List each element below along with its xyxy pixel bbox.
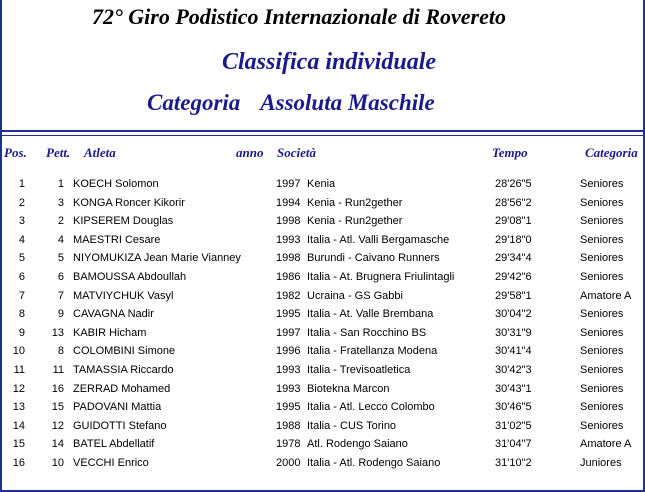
cell-time: 31'04"7	[495, 438, 532, 451]
table-row	[0, 215, 645, 233]
cell-category: Seniores	[580, 401, 624, 414]
cell-year: 1998	[276, 252, 301, 265]
column-header-pett: Pett.	[46, 145, 71, 160]
cell-athlete: PADOVANI Mattia	[73, 401, 162, 414]
cell-pett: 13	[51, 326, 64, 339]
page-subtitle: Classifica individuale	[222, 49, 437, 75]
cell-pos: 16	[12, 457, 25, 469]
cell-club: Italia - Atl. Lecco Colombo	[307, 401, 435, 414]
cell-athlete: BATEL Abdellatif	[73, 438, 155, 451]
cell-club: Italia - At. Valle Brembana	[307, 308, 434, 321]
cell-club: Italia - CUS Torino	[307, 419, 397, 432]
cell-pett: 7	[57, 289, 64, 302]
cell-time: 29'18"0	[495, 233, 532, 246]
cell-category: Seniores	[580, 364, 624, 376]
cell-year: 1986	[276, 271, 301, 283]
table-row	[0, 271, 645, 289]
cell-category: Amatore A	[580, 289, 632, 302]
column-header-club: Società	[277, 145, 316, 160]
cell-athlete: MAESTRI Cesare	[73, 233, 161, 246]
column-header-year: anno	[236, 145, 264, 160]
header-rule-top	[0, 130, 645, 132]
cell-year: 1997	[276, 326, 301, 339]
cell-time: 29'42"6	[495, 271, 532, 283]
cell-athlete: VECCHI Enrico	[73, 457, 149, 469]
cell-year: 1988	[276, 419, 301, 432]
cell-category: Seniores	[580, 233, 624, 246]
cell-athlete: BAMOUSSA Abdoullah	[73, 271, 187, 283]
cell-category: Seniores	[580, 271, 624, 283]
cell-pos: 11	[13, 364, 25, 376]
cell-year: 1996	[276, 345, 301, 358]
cell-pett: 10	[51, 457, 64, 469]
category-heading	[147, 90, 435, 116]
cell-pett: 1	[57, 178, 64, 190]
cell-athlete: KABIR Hicham	[73, 326, 147, 339]
cell-time: 30'04"2	[495, 308, 532, 321]
table-row	[0, 327, 645, 345]
cell-year: 1995	[276, 308, 301, 321]
cell-pos: 3	[18, 215, 25, 228]
table-row	[0, 438, 645, 456]
cell-athlete: GUIDOTTI Stefano	[73, 419, 167, 432]
cell-pos: 14	[12, 419, 25, 432]
cell-athlete: NIYOMUKIZA Jean Marie Vianney	[73, 252, 241, 265]
cell-pett: 6	[57, 271, 64, 283]
table-row	[0, 364, 645, 382]
table-row	[0, 383, 645, 401]
table-row	[0, 420, 645, 438]
cell-time: 28'26"5	[495, 178, 532, 190]
cell-athlete: KOECH Solomon	[73, 178, 159, 190]
cell-club: Atl. Rodengo Saiano	[307, 438, 408, 451]
cell-year: 1993	[276, 382, 301, 395]
cell-time: 30'41"4	[495, 345, 532, 358]
cell-club: Italia - Atl. Valli Bergamasche	[307, 233, 450, 246]
cell-year: 1994	[276, 196, 301, 209]
cell-year: 1978	[276, 438, 301, 451]
cell-year: 2000	[276, 457, 301, 469]
cell-athlete: CAVAGNA Nadir	[73, 308, 154, 321]
cell-club: Burundi - Caivano Runners	[307, 252, 440, 265]
cell-club: Italia - Atl. Rodengo Saiano	[307, 457, 441, 469]
cell-pos: 4	[18, 233, 25, 246]
cell-time: 31'10"2	[495, 457, 532, 469]
cell-year: 1998	[276, 215, 301, 228]
cell-category: Seniores	[580, 196, 624, 209]
cell-pos: 7	[18, 289, 25, 302]
cell-club: Biotekna Marcon	[307, 382, 390, 395]
table-row	[0, 290, 645, 308]
cell-pos: 10	[12, 345, 25, 358]
cell-time: 29'58"1	[495, 289, 532, 302]
table-row	[0, 234, 645, 252]
cell-year: 1995	[276, 401, 301, 414]
cell-athlete: KIPSEREM Douglas	[73, 215, 174, 228]
cell-category: Amatore A	[580, 438, 632, 451]
table-row	[0, 178, 645, 196]
cell-athlete: ZERRAD Mohamed	[73, 382, 171, 395]
cell-pett: 15	[51, 401, 64, 414]
cell-club: Kenia - Run2gether	[307, 215, 403, 228]
cell-time: 29'08"1	[495, 215, 532, 228]
cell-club: Italia - San Rocchino BS	[307, 326, 427, 339]
cell-club: Ucraina - GS Gabbi	[307, 289, 403, 302]
column-header-athlete: Atleta	[84, 145, 116, 160]
cell-time: 30'31"9	[495, 326, 532, 339]
table-row	[0, 401, 645, 419]
cell-time: 30'46"5	[495, 401, 532, 414]
header-rule-bottom	[0, 135, 645, 136]
cell-pett: 8	[57, 345, 64, 358]
cell-category: Seniores	[580, 382, 624, 395]
cell-club: Kenia	[307, 178, 336, 190]
column-header-pos: Pos.	[4, 145, 27, 160]
cell-pett: 3	[57, 196, 64, 209]
cell-category: Seniores	[580, 252, 624, 265]
cell-pos: 5	[18, 252, 25, 265]
cell-pett: 4	[57, 233, 64, 246]
cell-category: Seniores	[580, 326, 624, 339]
cell-athlete: MATVIYCHUK Vasyl	[73, 289, 174, 302]
cell-pos: 15	[12, 438, 25, 451]
cell-year: 1993	[276, 364, 301, 376]
table-row	[0, 197, 645, 215]
cell-year: 1993	[276, 233, 301, 246]
cell-time: 28'56"2	[495, 196, 532, 209]
cell-pett: 16	[51, 382, 64, 395]
cell-pos: 9	[18, 326, 25, 339]
cell-pos: 6	[18, 271, 25, 283]
table-row	[0, 252, 645, 270]
cell-pett: 2	[57, 215, 64, 228]
cell-category: Seniores	[580, 345, 624, 358]
cell-time: 30'42"3	[495, 364, 532, 376]
cell-year: 1997	[276, 178, 301, 190]
cell-pett: 11	[52, 364, 64, 376]
cell-club: Italia - At. Brugnera Friulintagli	[307, 271, 455, 283]
cell-club: Italia - Fratellanza Modena	[307, 345, 438, 358]
cell-pos: 8	[18, 308, 25, 321]
cell-athlete: TAMASSIA Riccardo	[73, 364, 174, 376]
column-header-category: Categoria	[585, 145, 638, 160]
cell-pos: 2	[18, 196, 25, 209]
cell-pett: 9	[57, 308, 64, 321]
cell-category: Seniores	[580, 308, 624, 321]
table-row	[0, 308, 645, 326]
cell-time: 31'02"5	[495, 419, 532, 432]
cell-category: Seniores	[580, 178, 624, 190]
cell-athlete: COLOMBINI Simone	[73, 345, 176, 358]
cell-time: 29'34"4	[495, 252, 532, 265]
cell-club: Kenia - Run2gether	[307, 196, 403, 209]
cell-pos: 1	[18, 178, 25, 190]
cell-club: Italia - Trevisoatletica	[307, 364, 411, 376]
cell-year: 1982	[276, 289, 301, 302]
cell-pett: 5	[57, 252, 64, 265]
category-label: Categoria	[147, 90, 241, 115]
cell-pos: 13	[12, 401, 25, 414]
page-title: 72° Giro Podistico Internazionale di Rovereto	[92, 4, 506, 29]
cell-pos: 12	[12, 382, 25, 395]
cell-category: Seniores	[580, 419, 624, 432]
cell-category: Juniores	[580, 457, 622, 469]
cell-category: Seniores	[580, 215, 624, 228]
category-value: Assoluta Maschile	[260, 90, 435, 115]
table-row	[0, 457, 645, 475]
cell-time: 30'43"1	[495, 382, 532, 395]
cell-pett: 14	[51, 438, 64, 451]
table-row	[0, 345, 645, 363]
cell-athlete: KONGA Roncer Kikorir	[73, 196, 185, 209]
column-header-time: Tempo	[492, 145, 528, 160]
cell-pett: 12	[51, 419, 64, 432]
